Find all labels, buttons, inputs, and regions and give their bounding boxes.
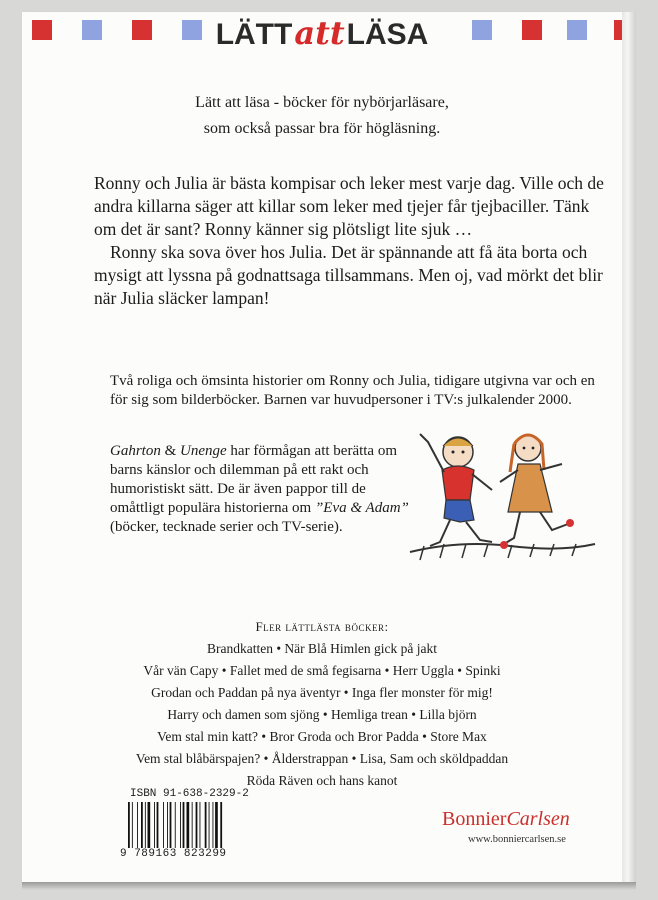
authors-paragraph <box>110 442 410 537</box>
barcode-bar <box>220 802 222 848</box>
barcode-bar <box>132 802 133 848</box>
barcode-bar <box>163 802 164 848</box>
intro-text <box>22 90 622 142</box>
publisher-url: www.bonniercarlsen.se <box>468 834 566 845</box>
barcode <box>126 802 246 848</box>
barcode-bar <box>128 802 130 848</box>
barcode-bar <box>209 802 210 848</box>
barcode-bar <box>180 802 181 848</box>
more-books-line: Vår vän Capy • Fallet med de små fegisarna • Herr Uggla • Spinki <box>143 663 501 678</box>
book-back-cover <box>22 12 622 882</box>
barcode-bar <box>200 802 201 848</box>
barcode-bar <box>213 802 214 848</box>
intro-line-2: som också passar bra för högläsning. <box>203 120 441 137</box>
publisher-name-2: Carlsen <box>506 808 570 830</box>
story-blurb <box>94 172 614 310</box>
barcode-digits: 9 789163 823299 <box>120 848 227 860</box>
barcode-bar <box>175 802 176 848</box>
more-books-line: Vem stal blåbärspajen? • Ålderstrappan • Lisa, Sam och sköldpaddan <box>135 751 509 766</box>
barcode-bar <box>148 802 151 848</box>
author-name-2: Unenge <box>180 443 227 459</box>
barcode-bar <box>192 802 193 848</box>
book-edge-shadow <box>22 882 636 890</box>
blurb-paragraph-2: Ronny ska sova över hos Julia. Det är spännande att få äta borta och mysigt att lyssna på godnattsaga tillsammans. Men oj, vad mörkt det blir när Julia släcker lampan! <box>94 242 603 308</box>
series-title-right: LÄSA <box>346 18 429 51</box>
more-books-line: Brandkatten • När Blå Himlen gick på jakt <box>206 641 438 656</box>
more-books-heading: Fler lättlästa böcker: <box>255 619 389 634</box>
barcode-bar <box>215 802 218 848</box>
authors-text: har förmågan att berätta om barns känslor och dilemman på ett rakt och humoristiskt sätt. De är även pappor till de omåttligt populära historierna om <box>110 443 398 516</box>
barcode-bar <box>141 802 143 848</box>
more-books-line: Harry och damen som sjöng • Hemliga trean • Lilla björn <box>167 707 477 722</box>
intro-line-1: Lätt att läsa - böcker för nybörjarläsare, <box>195 94 449 111</box>
more-books-line: Grodan och Paddan på nya äventyr • Inga fler monster för mig! <box>151 685 493 700</box>
barcode-bar <box>157 802 159 848</box>
more-books-list <box>22 616 622 792</box>
barcode-bar <box>137 802 138 848</box>
barcode-bar <box>183 802 185 848</box>
author-ampersand: & <box>164 443 177 459</box>
blurb-paragraph-1: Ronny och Julia är bästa kompisar och leker mest varje dag. Ville och de andra killarna säger att killar som leker med tjejer får tjejbaciller. Tänk om det är sant? Ronny känner sig plötsligt lite sjuk … <box>94 173 604 239</box>
barcode-bar <box>154 802 155 848</box>
series-title <box>22 14 622 52</box>
series-title-middle: att <box>294 14 345 52</box>
isbn-number: ISBN 91-638-2329-2 <box>130 788 249 800</box>
barcode-bar <box>187 802 190 848</box>
barcode-bar <box>205 802 207 848</box>
children-illustration <box>400 412 600 572</box>
barcode-bar <box>167 802 168 848</box>
barcode-bar <box>170 802 172 848</box>
authors-text-2: (böcker, tecknade serier och TV-serie). <box>110 519 343 535</box>
series-title-left: LÄTT <box>215 18 293 51</box>
more-books-line: Röda Räven och hans kanot <box>246 773 398 788</box>
series-name: ”Eva & Adam” <box>314 500 409 516</box>
publisher-name-1: Bonnier <box>442 808 507 830</box>
book-spine <box>622 12 636 882</box>
about-paragraph: Två roliga och ömsinta historier om Ronny och Julia, tidigare utgivna var och en för sig som bilderböcker. Barnen var huvudpersoner i TV:s julkalender 2000. <box>110 373 595 408</box>
publisher-logo <box>442 808 570 831</box>
barcode-bar <box>196 802 198 848</box>
author-name-1: Gahrton <box>110 443 161 459</box>
more-books-line: Vem stal min katt? • Bror Groda och Bror Padda • Store Max <box>157 729 487 744</box>
barcode-bar <box>145 802 146 848</box>
